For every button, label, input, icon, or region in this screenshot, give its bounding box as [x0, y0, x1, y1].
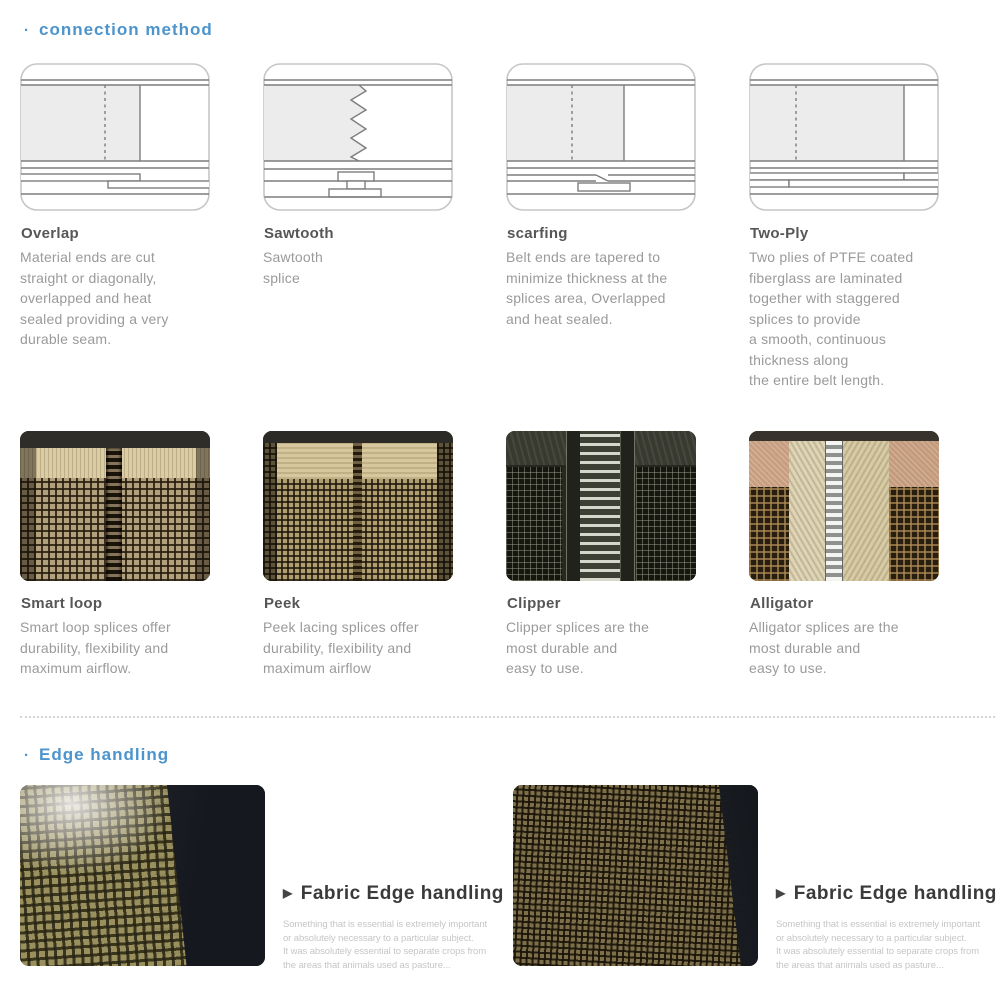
splice-desc-line: Peek lacing splices offer [263, 619, 419, 635]
cream-webbing [843, 437, 889, 581]
splice-desc-line: easy to use. [506, 660, 584, 676]
fine-print-line: Something that is essential is extremely important [776, 919, 981, 930]
method-card-overlap [20, 63, 220, 350]
dark-edge [196, 431, 210, 581]
dotted-divider [20, 716, 995, 718]
clipper-photo [506, 431, 696, 581]
cream-webbing [789, 437, 825, 581]
method-description [263, 247, 463, 288]
dark-top-band [749, 431, 939, 441]
method-desc-line: durable seam. [20, 331, 112, 347]
splice-description [749, 617, 949, 679]
fine-print-line: It was absolutely essential to separate crops from [776, 946, 980, 957]
bullet-dot: · [24, 747, 30, 764]
splice-description [506, 617, 706, 679]
alligator-seam [825, 431, 843, 581]
method-card-sawtooth [263, 63, 463, 288]
method-desc-line: Material ends are cut [20, 249, 155, 265]
dark-edge [437, 431, 453, 581]
smart-loop-photo [20, 431, 210, 581]
salmon-band [887, 441, 939, 487]
edge-handling-item [20, 785, 513, 985]
method-desc-line: and heat sealed. [506, 310, 613, 327]
splice-name: Smart loop [21, 595, 103, 612]
splice-name: Clipper [507, 595, 561, 612]
method-desc-line: overlapped and heat [20, 290, 152, 306]
method-desc-line: minimize thickness at the [506, 269, 668, 286]
fine-print-line: It was absolutely essential to separate crops from [283, 946, 487, 957]
peek-photo [263, 431, 453, 581]
splice-desc-line: Clipper splices are the [506, 619, 650, 635]
scarfing-splice-diagram [506, 63, 696, 211]
mesh-texture [506, 467, 562, 581]
splice-desc-line: Smart loop splices offer [20, 619, 171, 635]
method-desc-line: straight or diagonally, [20, 269, 157, 286]
edge-section-title [24, 745, 169, 765]
fabric-edge-title [283, 883, 513, 905]
method-desc-line: splice [263, 269, 300, 286]
method-name: Sawtooth [264, 225, 334, 242]
alligator-photo [749, 431, 939, 581]
connection-section-title-text: connection method [39, 20, 213, 39]
method-desc-line: sealed providing a very [20, 310, 169, 327]
dark-edge [20, 431, 36, 581]
splice-card-peek [263, 431, 463, 679]
method-desc-line: Two plies of PTFE coated [749, 249, 914, 265]
splice-desc-line: Alligator splices are the [749, 619, 899, 635]
edge-text-block [776, 883, 1000, 972]
method-desc-line: a smooth, continuous [749, 331, 887, 347]
connection-section-title [24, 20, 213, 40]
method-card-two-ply [749, 63, 949, 391]
two-ply-splice-diagram [749, 63, 939, 211]
fabric-edge-title-text: Fabric Edge handling [793, 883, 997, 904]
method-desc-line: splices to provide [749, 310, 861, 327]
splice-name: Peek [264, 595, 301, 612]
splice-desc-line: maximum airflow. [20, 660, 132, 676]
method-name: Two-Ply [750, 225, 809, 242]
fine-print-line: the areas that animals used as pasture... [776, 959, 944, 971]
lacing-seam [353, 443, 362, 581]
fine-print-line: Something that is essential is extremely important [283, 919, 488, 930]
seam-band [620, 431, 635, 581]
method-desc-line: Sawtooth [263, 249, 323, 265]
method-desc-line: fiberglass are laminated [749, 269, 903, 286]
fine-print-line: the areas that animals used as pasture... [283, 959, 451, 971]
splice-desc-line: most durable and [749, 639, 861, 656]
method-description [20, 247, 220, 350]
arrow-right-icon: ▶ [283, 886, 293, 900]
method-desc-line: the entire belt length. [749, 372, 885, 388]
method-description [506, 247, 706, 329]
method-desc-line: together with staggered [749, 290, 900, 306]
method-description [749, 247, 949, 391]
fabric-edge-title [776, 883, 1000, 905]
clipper-seam [580, 431, 620, 581]
seam-band [566, 431, 581, 581]
overlap-splice-diagram [20, 63, 210, 211]
bullet-dot: · [24, 22, 30, 39]
edge-handling-photo-left [20, 785, 265, 966]
loop-seam [106, 448, 122, 581]
dark-top-band [20, 431, 210, 448]
method-name: scarfing [507, 225, 568, 242]
edge-handling-photo-right [513, 785, 758, 966]
splice-desc-line: maximum airflow [263, 660, 372, 676]
method-desc-line: splices area, Overlapped [506, 290, 666, 306]
fabric-edge-title-text: Fabric Edge handling [300, 883, 504, 904]
sawtooth-splice-diagram [263, 63, 453, 211]
splice-desc-line: most durable and [506, 639, 618, 656]
splice-desc-line: durability, flexibility and [263, 639, 412, 656]
fine-print-line: or absolutely necessary to a particular subject. [283, 932, 474, 944]
dark-top-band [263, 431, 453, 443]
salmon-band [749, 441, 789, 487]
fine-print-line: or absolutely necessary to a particular subject. [776, 932, 967, 944]
edge-section-title-text: Edge handling [39, 745, 170, 764]
fine-print [283, 918, 513, 972]
dark-edge [263, 431, 277, 581]
method-desc-line: Belt ends are tapered to [506, 249, 661, 265]
mesh-texture [636, 467, 696, 581]
method-card-scarfing [506, 63, 706, 329]
splice-desc-line: durability, flexibility and [20, 639, 169, 656]
edge-text-block [283, 883, 513, 972]
splice-card-clipper [506, 431, 706, 679]
splice-description [20, 617, 220, 679]
method-name: Overlap [21, 225, 79, 242]
arrow-right-icon: ▶ [776, 886, 786, 900]
splice-name: Alligator [750, 595, 814, 612]
splice-description [263, 617, 463, 679]
splice-card-smart-loop [20, 431, 220, 679]
method-desc-line: thickness along [749, 351, 849, 368]
edge-handling-item [513, 785, 1000, 985]
splice-card-alligator [749, 431, 949, 679]
fine-print [776, 918, 1000, 972]
splice-desc-line: easy to use. [749, 660, 827, 676]
